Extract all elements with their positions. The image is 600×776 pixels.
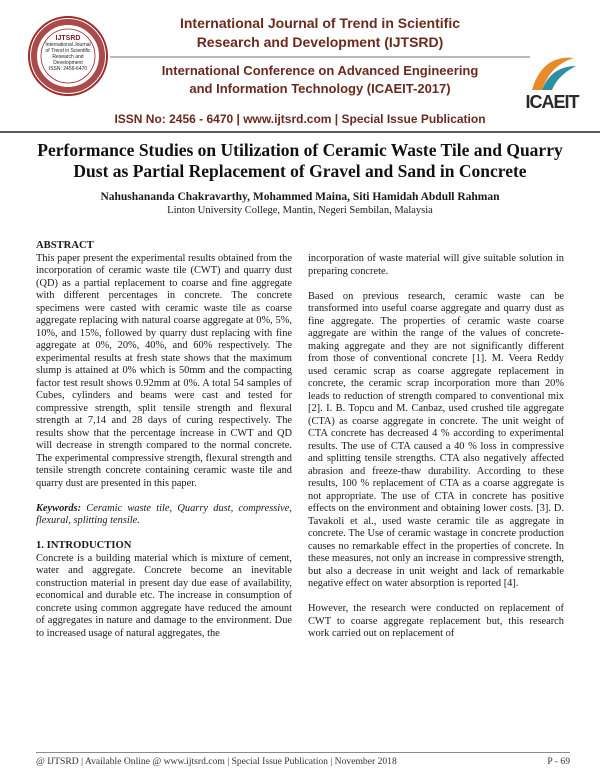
footer-divider [36,752,570,753]
introduction-text: Concrete is a building material which is mixture of cement, water and aggregate. Concrete become an inevitable construction material in present day due ease of availability, economical and durable etc. The increase in consumption of concrete using common aggregate have reduced the amount of aggregates in nature and damage to the environment. Due to increased usage of natural aggregates, the [36,552,292,639]
seal-line: International Journal [45,42,91,48]
icaeit-logo [520,52,584,116]
issn-bar: ISSN No: 2456 - 6470 | www.ijtsrd.com | Special Issue Publication [114,112,486,126]
right-paragraph-1: incorporation of waste material will give suitable solution in preparing concrete. [308,253,564,277]
footer-info: @ IJTSRD | Available Online @ www.ijtsrd.com | Special Issue Publication | November 2018 [36,756,397,767]
right-column [308,253,564,653]
right-paragraph-3: However, the research were conducted on replacement of CWT to coarse aggregate replacement but, this research work carried out on replacement of [308,603,564,639]
seal-title: IJTSRD [55,35,81,42]
paper-title: Performance Studies on Utilization of Ceramic Waste Tile and Quarry Dust as Partial Replacement of Gravel and Sand in Concrete [37,140,563,181]
journal-name-line2: Research and Development (IJTSRD) [196,34,444,50]
conference-name-line2: and Information Technology (ICAEIT-2017) [189,81,451,96]
seal-line: Research and [52,54,84,60]
keywords-label: Keywords: [36,502,82,514]
header-divider [110,56,530,58]
seal-text [44,36,92,72]
issn-underline [0,131,600,133]
keywords-paragraph [36,503,292,528]
page-number: P - 69 [547,756,570,767]
left-column [36,240,292,653]
abstract-text: This paper present the experimental results obtained from the incorporation of ceramic waste tile (CWT) and quarry dust (QD) as a partial replacement to coarse and fine aggregate with different percentages in concrete. The concrete specimens were casted with ceramic waste tile as coarse aggregate replacing with natural coarse aggregate at 0%, 5%, 10%, and 15%, followed by quarry dust replacing with fine aggregate at 0%, 20%, 40%, and 60% respectively. The experimental results at fresh state shows that the maximum slump is attained at 0% which is 50mm and the compacting factor test result shows 0.92mm at 0%. A total 54 samples of Cubes, cylinders and beams were cast and tested for compressive strength, split tensile strength and flexural strength at 7,14 and 28 days of curing respectively. The results show that the percentage increase in CWT and QD will decrease in strength compared to the normal concrete. The experimental compressive strength, flexural strength and tensile strength concrete containing ceramic waste tile and quarry dust are presented in this paper. [36,252,292,489]
conference-name-line1: International Conference on Advanced Engineering [161,63,479,78]
introduction-heading: 1. INTRODUCTION [36,540,132,551]
seal-line: of Trend in Scientific [45,48,91,54]
paper-affiliation: Linton University College, Mantin, Negeri Sembilan, Malaysia [167,205,433,216]
ribbon-icon [526,52,578,94]
ijtsrd-seal-logo [28,16,108,96]
keywords-text: Ceramic waste tile, Quarry dust, compressive, flexural, splitting tensile. [36,502,292,526]
paper-authors: Nahushananda Chakravarthy, Mohammed Maina, Siti Hamidah Abdull Rahman [100,191,500,203]
journal-name-line1: International Journal of Trend in Scientific [179,15,461,31]
seal-line: Development [53,60,83,66]
journal-header [0,0,600,130]
icaeit-wordmark: ICAEIT [525,92,579,112]
right-paragraph-2: Based on previous research, ceramic waste can be transformed into useful coarse aggregate and quarry dust as fine aggregate. The properties of ceramic waste coarse aggregate are within the range of the values of concrete-making aggregate and they are not significantly different from those of conventional concrete [1]. M. Veera Reddy used ceramic scrap as coarse aggregate replacement in concrete, the ceramic scrap incorporation more than 20% leads to reduction of strength compared to conventional mix [2]. I. B. Topcu and M. Canbaz, used crushed tile aggregate (CTA) as coarse aggregate in concrete. The unit weight of CTA concrete has decreased 4 % according to experimental results. The use of CTA caused a 40 % loss in compressive and splitting tensile strengths. CTA also negatively affected abrasion and freeze-thaw durability. According to these results, 100 % replacement of CTA as a coarse aggregate is not appropriate. The use of CTA in concrete has positive effects on the environment and obtaining lower costs. [3]. D. Tavakoli et al., used waste ceramic tile as aggregate in concrete. The Use of ceramic wastage in concrete production causes no remarkable effect in the properties of concrete. In these measures, not only an increase in compressive strength, but also a decrease in unit weight and lack of remarkable negative effect on water absorption is reported [4]. [308,290,564,589]
abstract-heading: ABSTRACT [36,240,94,251]
seal-issn: ISSN: 2456-6470 [48,66,88,72]
